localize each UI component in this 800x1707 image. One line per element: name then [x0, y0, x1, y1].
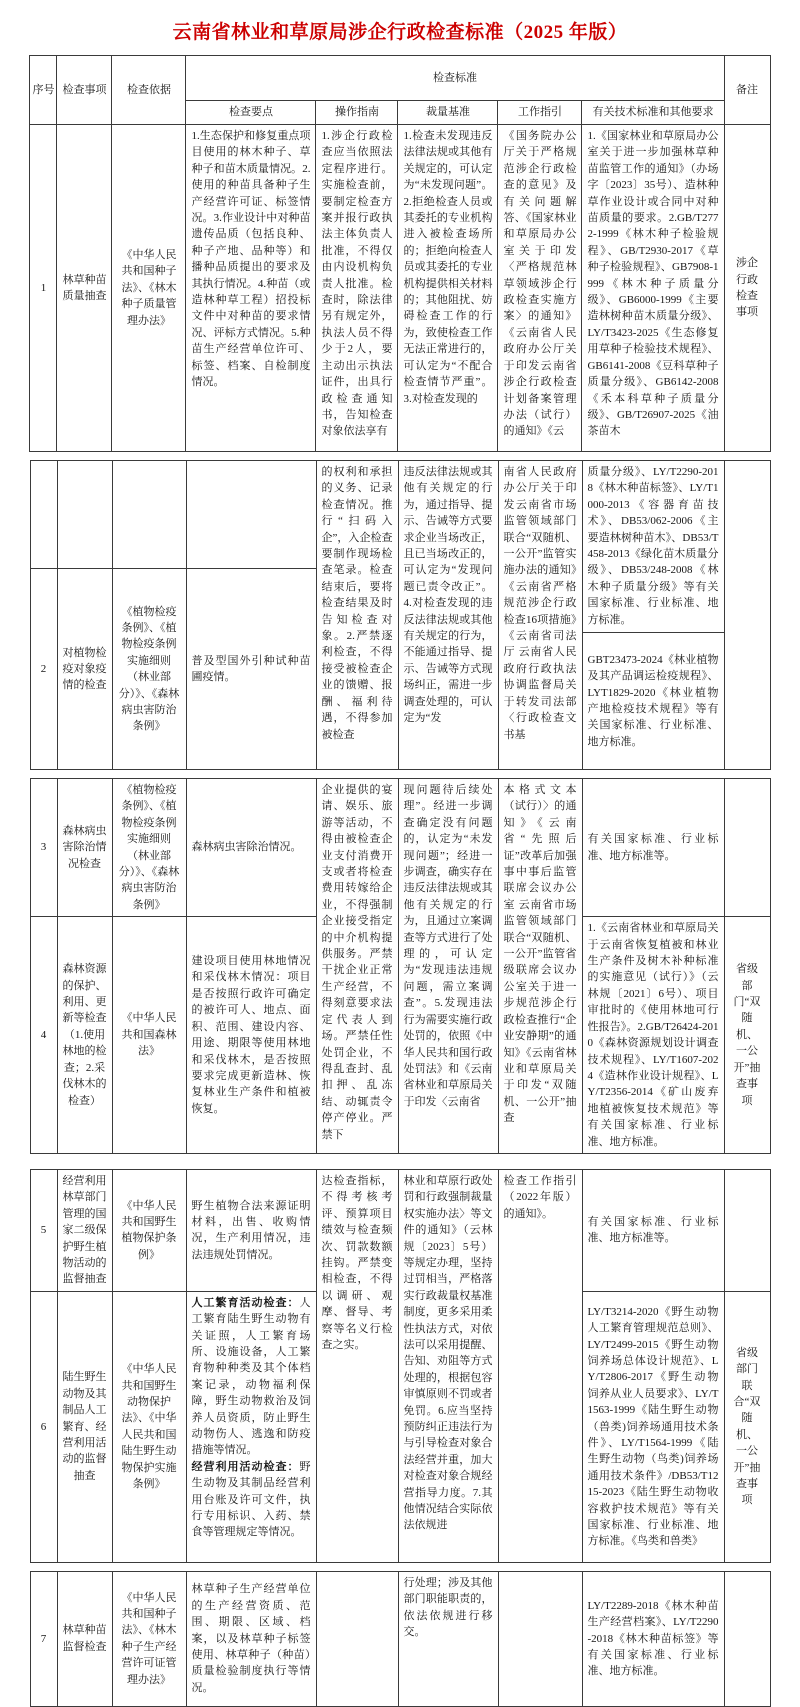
row1-discretion-cont4: 行处理；涉及其他部门职能职责的，依法依规进行移交。	[398, 1571, 498, 1706]
header-discretion: 裁量基准	[398, 101, 498, 125]
row1-guide-cont2: 企业提供的宴请、娱乐、旅游等活动，不得由被检查企业支付消费开支或者将检查费用转嫁给企业，不得强制企业接受指定的中介机构提供服务。严禁干扰企业正常生产经营，不得刻意要求法定代表人到场。严禁任性处罚企业，不得乱查封、乱扣押、乱冻结、动辄责令停产停业。严禁下	[316, 779, 398, 1154]
standards-split-cell	[582, 461, 724, 770]
row7-no: 7	[30, 1571, 57, 1706]
row6-points	[186, 1291, 316, 1562]
row3-item: 森林病虫害除治情况检查	[57, 779, 112, 917]
row6-points-text-breeding: 人工繁育陆生野生动物有关证照，人工繁育场所、设施设备，人工繁育物种种类及其个体档案记录，动物福利保障，野生动物救治及饲养人员资质，防止野生动物伤人、逃逸和防疫措施等情况。	[191, 1296, 311, 1457]
header-standards: 有关技术标准和其他要求	[582, 101, 724, 125]
row7-guide	[316, 1571, 398, 1706]
row5-item: 经营利用林草部门管理的国家二级保护野生植物活动的监督抽查	[57, 1169, 112, 1291]
row5-basis: 《中华人民共和国野生植物保护条例》	[112, 1169, 186, 1291]
row4-no: 4	[30, 917, 57, 1154]
table-page3	[30, 778, 771, 1154]
row3-points: 森林病虫害除治情况。	[186, 779, 316, 917]
row6-points-label-breeding: 人工繁育活动检查：	[191, 1296, 300, 1309]
row2-no-spacer	[30, 461, 57, 569]
row2-points-spacer	[186, 461, 316, 569]
row6-remark: 省级部门联合“双随机、一公开”抽查事项	[724, 1291, 770, 1562]
row6-no: 6	[30, 1291, 57, 1562]
row1-work: 《国务院办公厅关于严格规范涉企行政检查的意见》及有关问题解答、《国家林业和草原局办公室关于印发〈严格规范林草领域涉企行政检查实施方案〉的通知》《云南省人民政府办公厅关于印发云南省涉企行政检查计划备案管理办法（试行）的通知》《云	[498, 125, 582, 452]
header-work: 工作指引	[498, 101, 582, 125]
row1-standards: 1.《国家林业和草原局办公室关于进一步加强林草种苗监管工作的通知》（办场字〔2023〕35号）、造林种草作业设计或合同中对种苗质量的要求。2.GB/T2772-1999《林木种子检验规程》、GB/T2930-2017《草种子检验规程》、GB7908-1999《林木种子质量分级》、GB6000-1999《主要造林树种苗木质量分级》、LY/T3423-2025《生态修复用草种子检验技术规程》、GB6141-2008《豆科草种子质量分级》、GB6142-2008《禾本科草种子质量分级》、GB/T26907-2025《油茶苗木	[582, 125, 724, 452]
row1-item: 林草种苗质量抽查	[57, 125, 112, 452]
header-points: 检查要点	[186, 101, 316, 125]
row2-basis-spacer	[112, 461, 186, 569]
row1-standards-cont: 质量分级》、LY/T2290-2018《林木种苗标签》、LY/T1000-2013《容器育苗技术》、DB53/062-2006《主要造林树种苗木》、DB53/T458-2013《绿化苗木质量分级》、DB53/248-2008《林木种子质量分级》等有关国家标准、行业标准、地方标准。	[583, 461, 724, 633]
row1-discretion-cont2: 现问题待后续处理”。经进一步调查确定没有问题的，认定为“未发现问题”；经进一步调查，确实存在违反法律法规或其他有关规定的行为，且通过立案调查等方式进行了处理的，可认定为“发现违法违规问题，需立案调查”。5.发现违法行为需要实施行政处罚的，依照《中华人民共和国行政处罚法》和《云南省林业和草原局关于印发〈云南省	[398, 779, 498, 1154]
row6-points-label-operation: 经营利用活动检查：	[191, 1460, 300, 1473]
row2-points: 普及型国外引种试种苗圃疫情。	[186, 569, 316, 770]
row5-standards: 有关国家标准、行业标准、地方标准等。	[582, 1169, 724, 1291]
page-title: 云南省林业和草原局涉企行政检查标准（2025 年版）	[172, 22, 628, 43]
row2-standards	[583, 633, 724, 769]
row7-work	[498, 1571, 582, 1706]
row2-basis: 《植物检疫条例》、《植物检疫条例实施细则（林业部分）》、《森林病虫害防治条例》	[112, 569, 186, 770]
header-item: 检查事项	[57, 56, 112, 125]
row6-points-text-operation: 野生动物及其制品经营利用台账及许可文件，执行专用标识、入药、禁食等管理规定等情况。	[191, 1460, 311, 1539]
row1-no: 1	[30, 125, 57, 452]
row1-guide-cont: 的权利和承担的义务、记录检查情况。推行“扫码入企”，入企检查要制作现场检查笔录。检查结束后，要将检查结果及时告知检查对象。2.严禁逐利检查，不得接受被检查企业的馈赠、报酬、福利待遇，不得参加被检查	[316, 461, 398, 770]
row2-standards-text: GBT23473-2024《林业植物及其产品调运检疫规程》、LYT1829-2020《林业植物产地检疫技术规程》等有关国家标准、行业标准、地方标准。	[587, 653, 719, 748]
row4-standards: 1.《云南省林业和草原局关于云南省恢复植被和林业生产条件及树木补种标准的实施意见（试行）》（云林规〔2021〕6号）、项目审批时的《使用林地可行性报告》。2.GB/T26424-2010《森林资源规划设计调查技术规程》、LY/T1607-2024《造林作业设计规程》、LY/T2356-2014《矿山废弃地植被恢复技术规范》等有关国家标准、行业标准、地方标准。	[582, 917, 724, 1154]
row7-points: 林草种子生产经营单位的生产经营资质、范围、期限、区域、档案，以及林草种子标签使用、林草种子（种苗）质量检验制度执行等情况。	[186, 1571, 316, 1706]
row7-item: 林草种苗监督检查	[57, 1571, 112, 1706]
row2-item: 对植物检疫对象疫情的检查	[57, 569, 112, 770]
row3-remark	[724, 779, 770, 917]
row3-basis: 《植物检疫条例》、《植物检疫条例实施细则（林业部分）》、《森林病虫害防治条例》	[112, 779, 186, 917]
row4-remark: 省级部门“双随机、一公开”抽查事项	[724, 917, 770, 1154]
row7-standards: LY/T2289-2018《林木种苗生产经营档案》、LY/T2290-2018《林木种苗标签》等有关国家标准、行业标准、地方标准。	[582, 1571, 724, 1706]
table-page1	[29, 55, 770, 452]
row1-guide-cont3: 达检查指标，不得考核考评、预算项目绩效与检查频次、罚款数额挂钩。严禁变相检查，不得以调研、观摩、督导、考察等名义行检查之实。	[316, 1169, 398, 1562]
header-standard-group: 检查标准	[186, 56, 724, 101]
row1-discretion-cont: 违反法律法规或其他有关规定的行为，通过指导、提示、告诫等方式要求企业当场改正，且已当场改正的，可认定为“发现问题已责令改正”。4.对检查发现的违反法律法规或其他有关规定的行为，不能通过指导、提示、告诫等方式现场纠正，需进一步调查处理的，可认定为“发	[398, 461, 498, 770]
row5-remark	[724, 1169, 770, 1291]
row1-remark: 涉企行政检查事项	[724, 125, 770, 452]
row2-no: 2	[30, 569, 57, 770]
row1-work-cont2: 本格式文本（试行）〉的通知》《云南省“先照后证”改革后加强事中事后监管联席会议办公室 云南省市场监管领域部门联合“双随机、一公开”监管省级联席会议办公室关于进一步规范涉企行政检查推行“企业安静期”的通知》《云南省林业和草原局关于印发“双随机、一公开”抽查	[498, 779, 582, 1154]
row5-no: 5	[30, 1169, 57, 1291]
row5-points: 野生植物合法来源证明材料，出售、收购情况，生产利用情况，违法违规处罚情况。	[186, 1169, 316, 1291]
header-guide: 操作指南	[316, 101, 398, 125]
row1-discretion-cont3: 林业和草原行政处罚和行政强制裁量权实施办法〉等文件的通知》（云林规〔2023〕5号）等规定办理，坚持过罚相当，严格落实行政裁量权基准制度，更多采用柔性执法方式，对依法可以采用提醒、告知、劝阻等方式处理的，根据包容审慎原则不罚或者免罚。6.应当坚持预防纠正违法行为与引导检查对象合法经营并重，加大对检查对象合规经营指导力度。7.其他情况结合实际依法依规进	[398, 1169, 498, 1562]
row2-remark	[724, 461, 770, 770]
row4-points: 建设项目使用林地情况和采伐林木情况：项目是否按照行政许可确定的被许可人、地点、面积、范围、建设内容、用途、期限等使用林地和采伐林木，是否按照要求完成更新造林、恢复林业生产条件和植被恢复。	[186, 917, 316, 1154]
table-page2	[30, 460, 771, 770]
row6-item: 陆生野生动物及其制品人工繁育、经营利用活动的监督抽查	[57, 1291, 112, 1562]
row4-basis: 《中华人民共和国森林法》	[112, 917, 186, 1154]
row2-item-spacer	[57, 461, 112, 569]
row7-remark	[724, 1571, 770, 1706]
table-page4	[30, 1169, 771, 1563]
header-no: 序号	[30, 56, 57, 125]
header-basis: 检查依据	[112, 56, 186, 125]
row6-standards: LY/T3214-2020《野生动物人工繁育管理规范总则》、LY/T2499-2015《野生动物饲养场总体设计规范》、LY/T2806-2017《野生动物饲养从业人员要求》、LY/T1563-1999《陆生野生动物（兽类)饲养场通用技术条件》、LY/T1564-1999《陆生野生动物（鸟类)饲养场通用技术条件》/DB53/T1215-2023《陆生野生动物收容救护技术规范》等有关国家标准、行业标准、地方标准。《鸟类和兽类》	[582, 1291, 724, 1562]
row1-basis: 《中华人民共和国种子法》、《林木种子质量管理办法》	[112, 125, 186, 452]
row1-points: 1.生态保护和修复重点项目使用的林木种子、草种子和苗木质量情况。2.使用的种苗具备种子生产经营许可证、标签情况。3.作业设计中对种苗遗传品质（包括良种、种子产地、品种等）和播种品质提出的要求及其执行情况。4.种苗（或造林种草工程）招投标文件中对种苗的要求情况、评标方式情况。5.种苗生产经营单位许可、标签、档案、自检制度情况。	[186, 125, 316, 452]
row3-no: 3	[30, 779, 57, 917]
row1-work-cont: 南省人民政府办公厅关于印发云南省市场监管领域部门联合“双随机、一公开”监管实施办法的通知》《云南省严格规范涉企行政检查16项措施》《云南省司法厅 云南省人民政府行政执法协调监督局关于转发司法部〈行政检查文书基	[498, 461, 582, 770]
row1-discretion: 1.检查未发现违反法律法规或其他有关规定的，可认定为“未发现问题”。2.拒绝检查人员或其委托的专业机构进入被检查场所的；拒绝向检查人员或其委托的专业机构提供相关材料的；其他阻扰、妨碍检查工作的行为，致使检查工作无法正常进行的，可认定为“不配合检查情节严重”。3.对检查发现的	[398, 125, 498, 452]
row4-item: 森林资源的保护、利用、更新等检查（1.使用林地的检查；2.采伐林木的检查）	[57, 917, 112, 1154]
row1-guide: 1.涉企行政检查应当依照法定程序进行。实施检查前，要制定检查方案并报行政执法主体负责人批准，不得仅由内设机构负责人批准。检查时，除法律另有规定外，执法人员不得少于2人，要主动出示执法证件，出具行政检查通知书，告知检查对象依法享有	[316, 125, 398, 452]
row1-work-cont3: 检查工作指引（2022年版）的通知》。	[498, 1169, 582, 1562]
row7-basis: 《中华人民共和国种子法》、《林木种子生产经营许可证管理办法》	[112, 1571, 186, 1706]
table-page5	[30, 1571, 771, 1707]
header-remark: 备注	[724, 56, 770, 125]
row6-basis: 《中华人民共和国野生动物保护法》、《中华人民共和国陆生野生动物保护实施条例》	[112, 1291, 186, 1562]
row3-standards: 有关国家标准、行业标准、地方标准等。	[582, 779, 724, 917]
